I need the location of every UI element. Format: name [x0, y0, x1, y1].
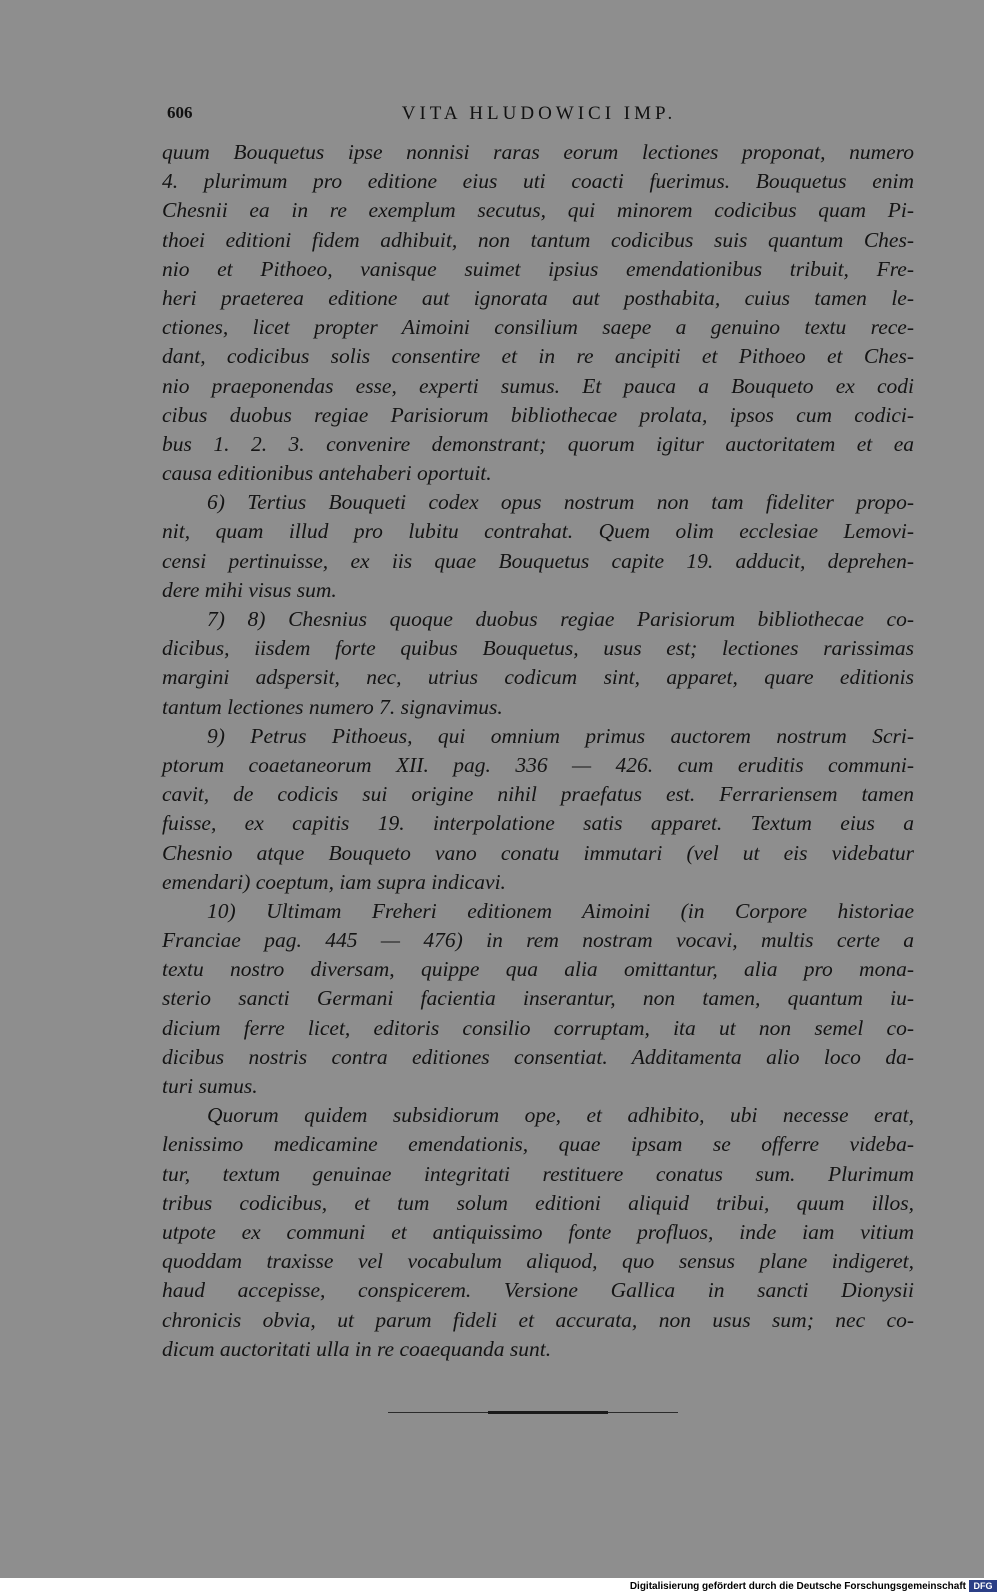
funding-note: Digitalisierung gefördert durch die Deutsche Forschungsgemeinschaft	[629, 1581, 966, 1592]
text-line: nio praeponendas esse, experti sumus. Et pauca a Bouqueto ex codi	[162, 373, 914, 398]
text-line: fuisse, ex capitis 19. interpolatione satis apparet. Textum eius a	[162, 811, 914, 836]
text-line: nit, quam illud pro lubitu contrahat. Quem olim ecclesiae Lemovi-	[162, 519, 914, 544]
text-line: emendari) coeptum, iam supra indicavi.	[162, 869, 506, 894]
text-line: censi pertinuisse, ex iis quae Bouquetus capite 19. adducit, deprehen-	[162, 548, 914, 573]
dfg-logo-icon: DFG	[969, 1580, 997, 1592]
text-line: Chesnii ea in re exemplum secutus, qui minorem codicibus quam Pi-	[162, 198, 914, 223]
text-line: tantum lectiones numero 7. signavimus.	[162, 694, 503, 719]
text-line: heri praeterea editione aut ignorata aut posthabita, cuius tamen le-	[162, 285, 914, 310]
text-line: utpote ex communi et antiquissimo fonte profluos, inde iam vitium	[162, 1219, 914, 1244]
text-line: cavit, de codicis sui origine nihil praefatus est. Ferrariensem tamen	[162, 782, 914, 807]
text-line: turi sumus.	[162, 1074, 258, 1098]
text-line: thoei editioni fidem adhibuit, non tantum codicibus suis quantum Ches-	[162, 227, 914, 252]
paragraph-7-8-start: 7) 8) Chesnius quoque duobus regiae Parisiorum bibliothecae co-	[207, 607, 914, 631]
digitization-footer	[0, 1578, 1000, 1593]
text-line: tribus codicibus, et tum solum editioni aliquid tribui, quum illos,	[162, 1190, 914, 1215]
paragraph-9-start: 9) Petrus Pithoeus, qui omnium primus auctorem nostrum Scri-	[207, 723, 914, 748]
text-line: sterio sancti Germani facientia inserantur, non tamen, quantum iu-	[162, 986, 914, 1011]
text-line: dicum auctoritati ulla in re coaequanda sunt.	[162, 1336, 552, 1361]
text-line: tur, textum genuinae integritati restituere conatus sum. Plurimum	[162, 1161, 914, 1186]
running-title: VITA HLUDOWICI IMP.	[401, 103, 677, 124]
text-line: ctiones, licet propter Aimoini consilium saepe a genuino textu rece-	[162, 315, 914, 340]
text-line: dere mihi visus sum.	[162, 577, 337, 602]
running-head	[165, 103, 913, 129]
text-line: ptorum coaetaneorum XII. pag. 336 — 426. cum eruditis communi-	[162, 752, 914, 777]
page-number: 606	[167, 103, 193, 122]
text-line: haud accepisse, conspicerem. Versione Gallica in sancti Dionysii	[162, 1278, 914, 1303]
paragraph-6-start: 6) Tertius Bouqueti codex opus nostrum non tam fideliter propo-	[207, 490, 914, 515]
paragraph-closing-start: Quorum quidem subsidiorum ope, et adhibito, ubi necesse erat,	[207, 1103, 914, 1128]
text-line: quoddam traxisse vel vocabulum aliquod, quo sensus plane indigeret,	[162, 1249, 914, 1274]
text-line: dant, codicibus solis consentire et in re ancipiti et Pithoeo et Ches-	[162, 344, 914, 369]
text-line: textu nostro diversam, quippe qua alia omittantur, alia pro mona-	[162, 957, 914, 982]
text-line: dicibus, iisdem forte quibus Bouquetus, usus est; lectiones rarissimas	[162, 636, 914, 661]
text-line: chronicis obvia, ut parum fideli et accurata, non usus sum; nec co-	[162, 1307, 914, 1332]
text-line: Franciae pag. 445 — 476) in rem nostram vocavi, multis certe a	[162, 928, 914, 953]
end-rule-thick-line	[488, 1411, 608, 1414]
text-line: lenissimo medicamine emendationis, quae ipsam se offerre videba-	[162, 1132, 914, 1157]
text-line: causa editionibus antehaberi oportuit.	[162, 461, 492, 486]
paragraph-10-start: 10) Ultimam Freheri editionem Aimoini (in Corpore historiae	[207, 898, 914, 923]
end-ornament-rule	[388, 1411, 678, 1414]
text-line: 4. plurimum pro editione eius uti coacti fuerimus. Bouquetus enim	[162, 169, 914, 194]
text-line: Chesnio atque Bouqueto vano conatu immutari (vel ut eis videbatur	[162, 840, 914, 865]
text-line: margini adspersit, nec, utrius codicum sint, apparet, quare editionis	[162, 665, 914, 690]
text-line: dicium ferre licet, editoris consilio corruptam, ita ut non semel co-	[162, 1015, 914, 1040]
text-line: quum Bouquetus ipse nonnisi raras eorum lectiones proponat, numero	[162, 140, 914, 164]
text-line: bus 1. 2. 3. convenire demonstrant; quorum igitur auctoritatem et ea	[162, 431, 914, 456]
text-line: cibus duobus regiae Parisiorum bibliothecae prolata, ipsos cum codici-	[162, 402, 914, 427]
body-text	[162, 138, 914, 1364]
text-line: dicibus nostris contra editiones consentiat. Additamenta alio loco da-	[162, 1044, 914, 1069]
text-line: nio et Pithoeo, vanisque suimet ipsius emendationibus tribuit, Fre-	[162, 256, 914, 281]
